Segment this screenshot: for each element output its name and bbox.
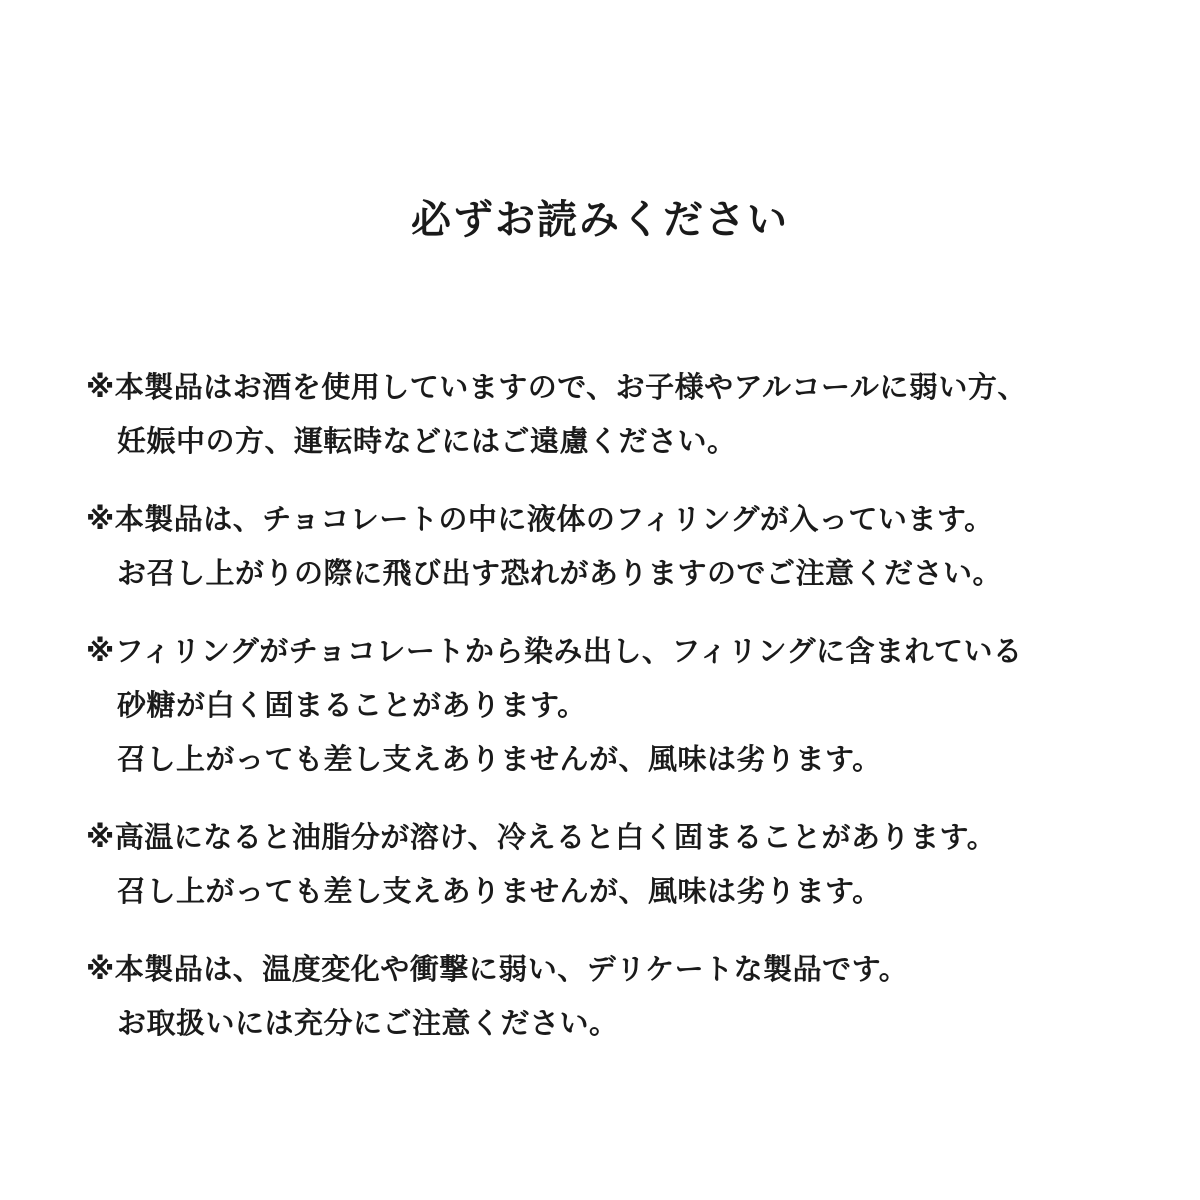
notice-line: ※本製品はお酒を使用していますので、お子様やアルコールに弱い方、 <box>86 370 1027 404</box>
notice-line: 召し上がっても差し支えありませんが、風味は劣ります。 <box>117 874 882 908</box>
notice-item-sugar-bloom <box>86 624 1146 786</box>
notice-line: 妊娠中の方、運転時などにはご遠慮ください。 <box>117 424 737 458</box>
notice-line: ※フィリングがチョコレートから染み出し、フィリングに含まれている <box>86 634 1023 668</box>
notice-list <box>86 360 1146 1074</box>
notice-item-liquid-filling <box>86 492 1146 600</box>
notice-item-alcohol <box>86 360 1146 468</box>
notice-line: お召し上がりの際に飛び出す恐れがありますのでご注意ください。 <box>117 556 1003 590</box>
page-title: 必ずお読みください <box>411 197 789 243</box>
notice-item-fat-bloom <box>86 810 1146 918</box>
notice-line: ※本製品は、チョコレートの中に液体のフィリングが入っています。 <box>86 502 994 536</box>
notice-item-handling <box>86 942 1146 1050</box>
notice-line: ※高温になると油脂分が溶け、冷えると白く固まることがあります。 <box>86 820 997 854</box>
notice-line: お取扱いには充分にご注意ください。 <box>117 1006 619 1040</box>
notice-line: 砂糖が白く固まることがあります。 <box>117 688 587 722</box>
notice-line: 召し上がっても差し支えありませんが、風味は劣ります。 <box>117 742 882 776</box>
notice-line: ※本製品は、温度変化や衝撃に弱い、デリケートな製品です。 <box>86 952 909 986</box>
